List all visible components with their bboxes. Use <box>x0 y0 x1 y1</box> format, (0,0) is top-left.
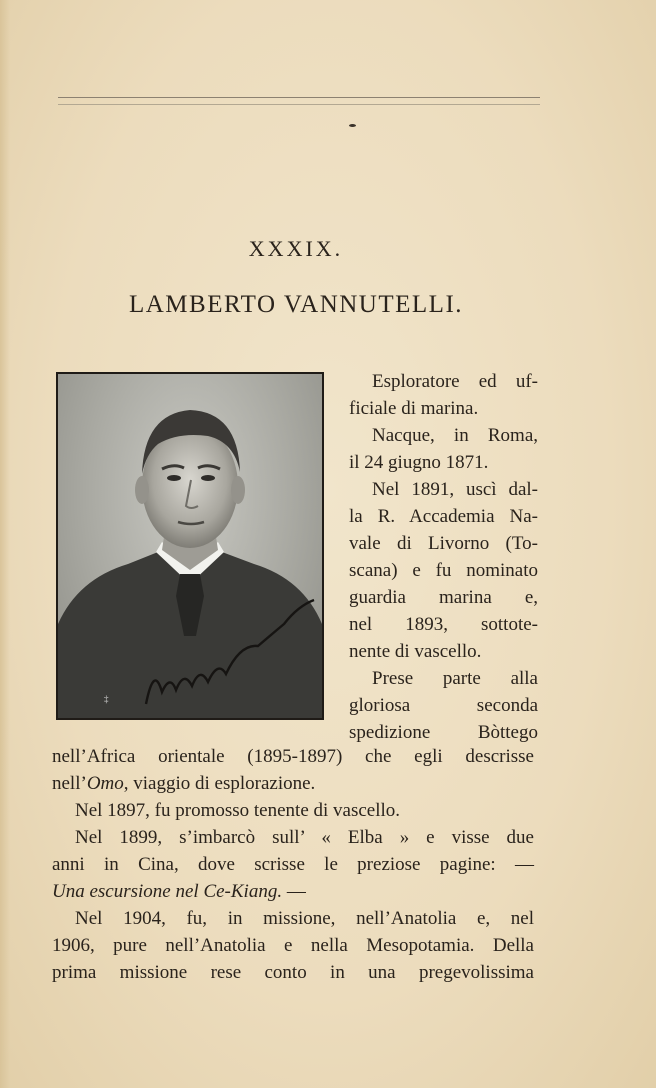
side-line-6: la R. Accademia Na- <box>349 506 538 527</box>
side-line-1: Esploratore ed uf- <box>372 371 538 392</box>
portrait-illustration <box>58 374 322 718</box>
body-line-8: 1906, pure nell’Anatolia e nella Mesopotamia. Della <box>52 935 534 956</box>
side-line-5: Nel 1891, uscì dal- <box>372 479 538 500</box>
side-line-12: Prese parte alla <box>372 668 538 689</box>
side-line-7: vale di Livorno (To- <box>349 533 538 554</box>
chapter-title: LAMBERTO VANNUTELLI. <box>128 291 464 318</box>
body-line-9: prima missione rese conto in una pregevolissima <box>52 962 534 983</box>
left-eye <box>167 475 181 481</box>
side-line-2: ficiale di marina. <box>349 398 479 419</box>
right-eye <box>201 475 215 481</box>
portrait-photo <box>56 372 324 720</box>
side-line-3: Nacque, in Roma, <box>372 425 538 446</box>
body-line-6: Una escursione nel Ce-Kiang. — <box>52 881 306 902</box>
right-ear <box>231 476 245 504</box>
body-line-1: nell’Africa orientale (1895-1897) che egli descrisse <box>52 746 534 767</box>
side-line-8: scana) e fu nominato <box>349 560 538 581</box>
body-line-3: Nel 1897, fu promosso tenente di vascello. <box>75 800 401 821</box>
body-line-2: nell’Omo, viaggio di esplorazione. <box>52 773 316 794</box>
chapter-number: XXXIX. <box>248 236 344 261</box>
side-line-10: nel 1893, sottote- <box>349 614 538 635</box>
side-line-13: gloriosa seconda <box>349 695 538 716</box>
top-rule <box>58 97 540 105</box>
side-line-11: nente di vascello. <box>349 641 482 662</box>
ink-speck <box>349 124 356 127</box>
plate-mark: ‡ <box>104 694 109 704</box>
side-line-4: il 24 giugno 1871. <box>349 452 489 473</box>
left-ear <box>135 476 149 504</box>
body-line-5: anni in Cina, dove scrisse le preziose pagine: — <box>52 854 534 875</box>
page-edge-shadow <box>0 0 10 1088</box>
body-line-7: Nel 1904, fu, in missione, nell’Anatolia e, nel <box>75 908 534 929</box>
side-line-9: guardia marina e, <box>349 587 538 608</box>
side-line-14: spedizione Bòttego <box>349 722 538 743</box>
body-line-4: Nel 1899, s’imbarcò sull’ « Elba » e visse due <box>75 827 534 848</box>
